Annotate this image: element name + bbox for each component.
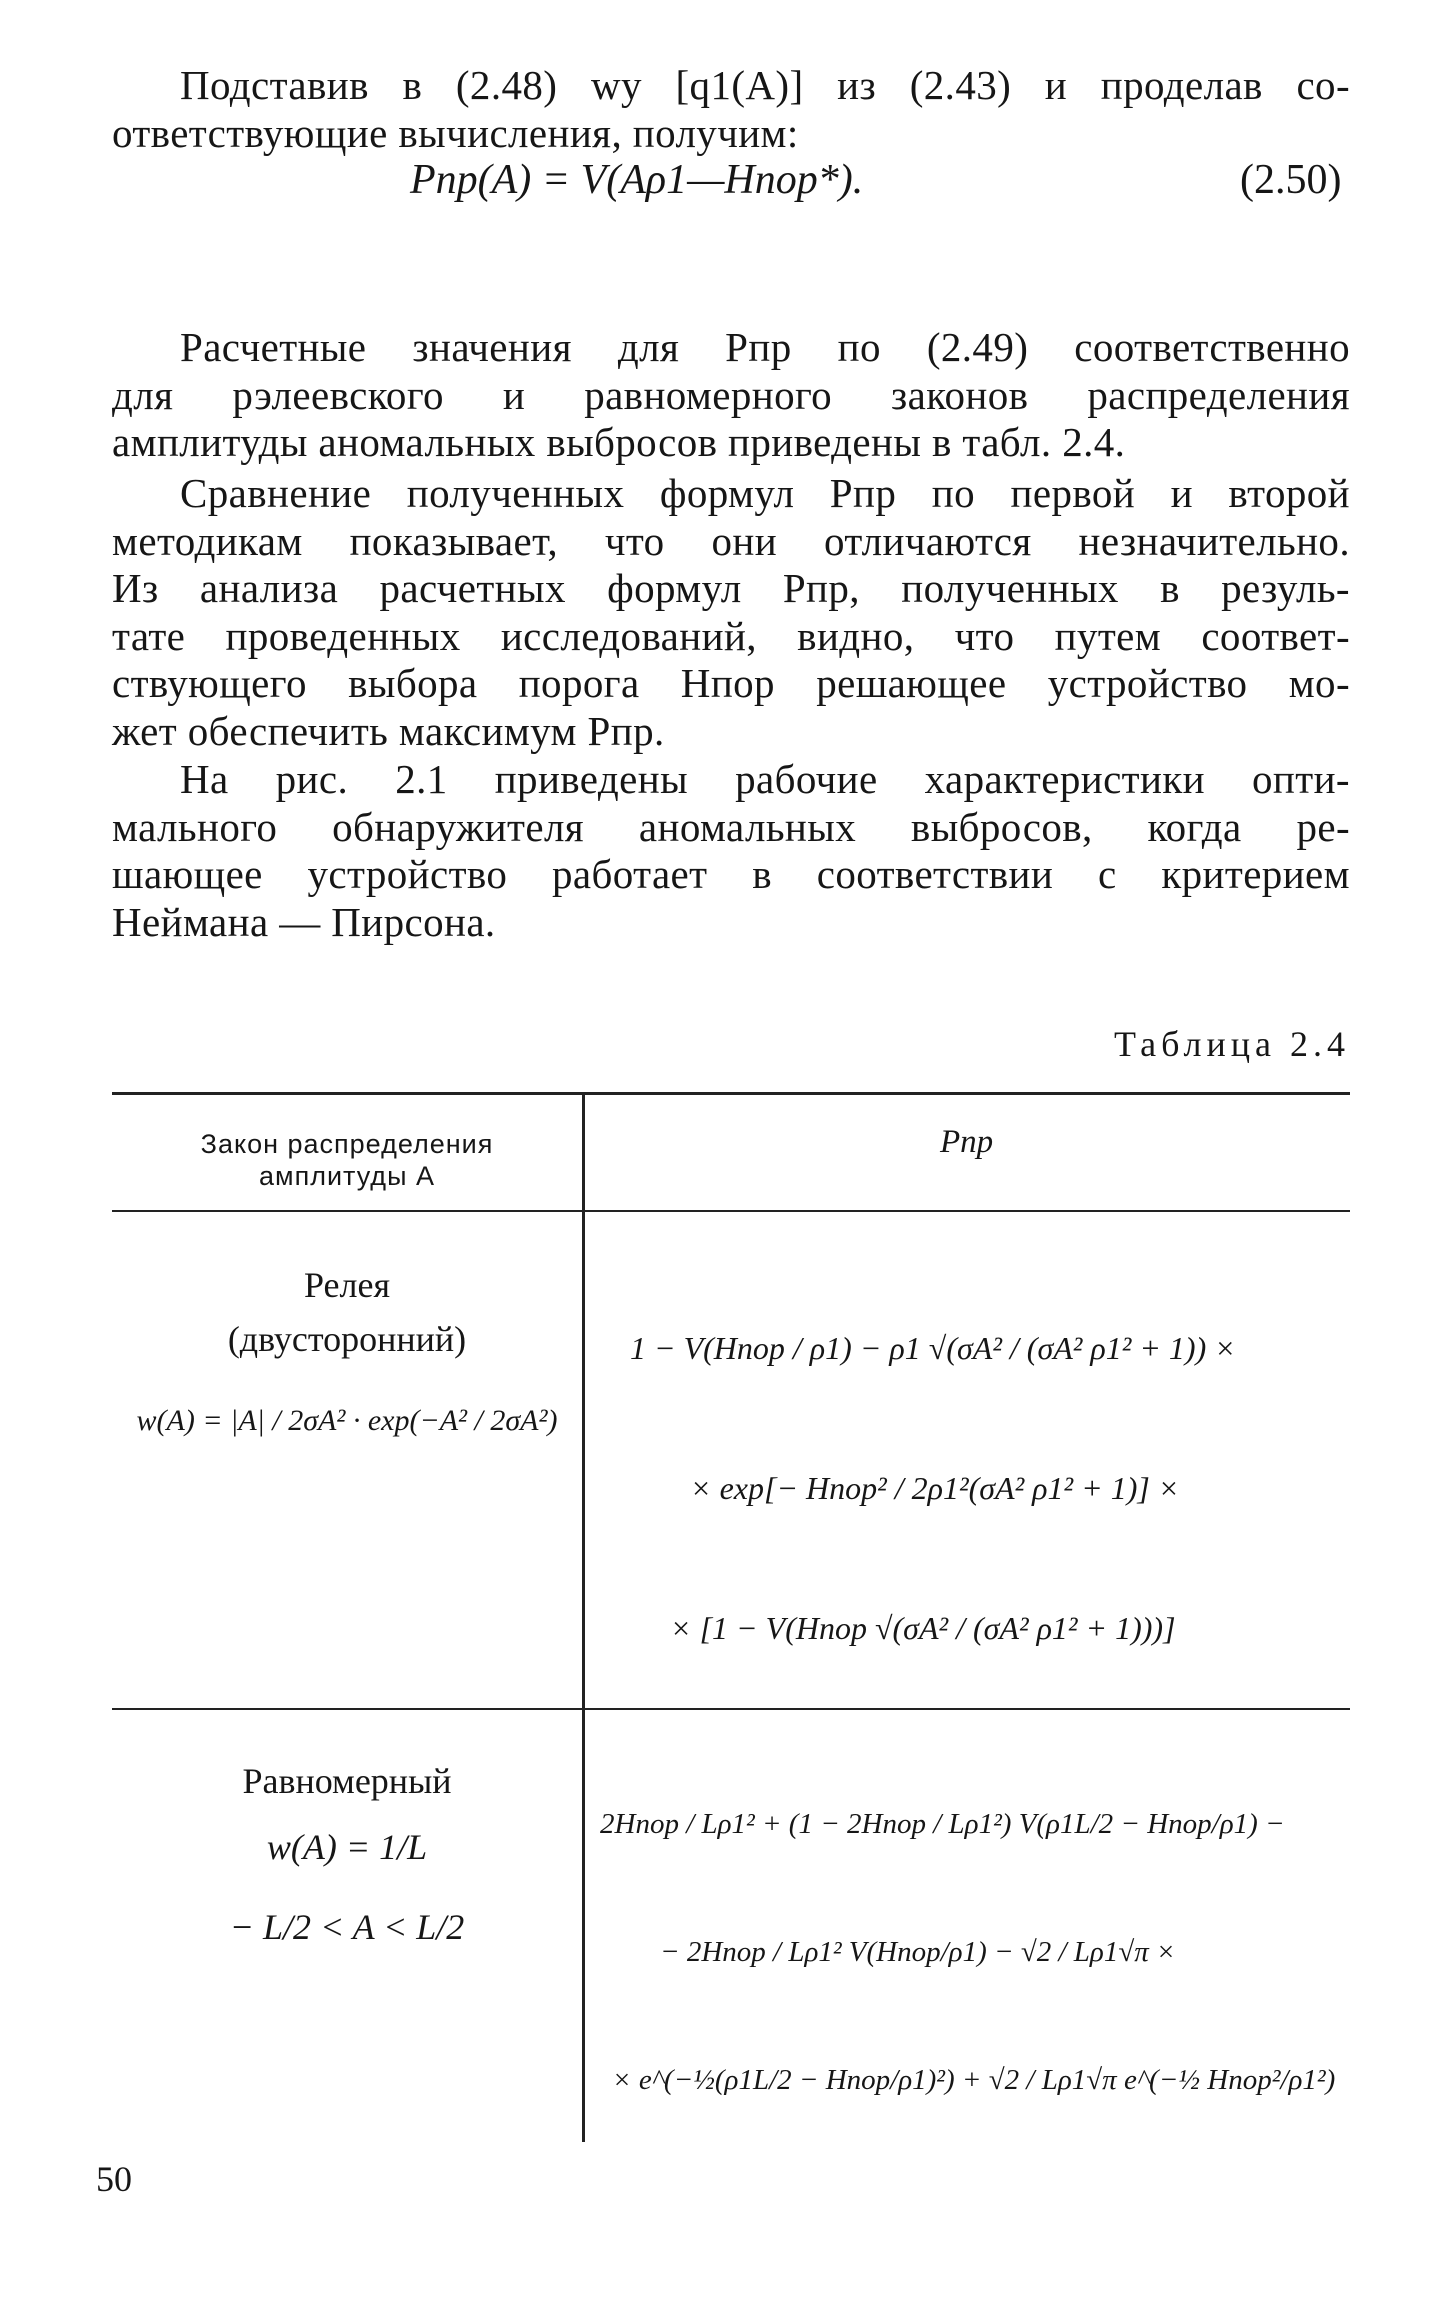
table-caption: Таблица 2.4: [1114, 1024, 1350, 1064]
row-uniform-name: Равномерный: [242, 1761, 452, 1801]
paragraph-1-line-1: Подставив в (2.48) wy [q1(A)] из (2.43) и проделав со-: [180, 62, 1350, 108]
paragraph-2-line-3: амплитуды аномальных выбросов приведены в табл. 2.4.: [112, 419, 1126, 465]
paragraph-1: [112, 62, 1350, 157]
row-rayleigh-formula-line-3: × [1 − V(Hпор √(σA² / (σA² ρ1² + 1)))]: [670, 1610, 1176, 1646]
row-uniform-density: w(A) = 1/L: [266, 1827, 428, 1867]
paragraph-3-line-6: жет обеспечить максимум Pпр.: [112, 707, 665, 754]
paragraph-3-line-1: Сравнение полученных формул Pпр по первой и второй: [180, 470, 1350, 516]
paragraph-4-line-4: Неймана — Пирсона.: [112, 898, 496, 945]
paragraph-3: [112, 470, 1350, 755]
table-top-rule: [112, 1092, 1350, 1095]
equation-number: (2.50): [1240, 157, 1342, 203]
table-column-divider: [582, 1092, 585, 2142]
table-header-probability: Pпр: [940, 1124, 994, 1160]
table-header-rule: [112, 1210, 1350, 1212]
row-uniform-range: − L/2 < A < L/2: [229, 1907, 465, 1947]
table-header-law: [112, 1128, 582, 1192]
row-uniform-formula-line-1: 2Hпор / Lρ1² + (1 − 2Hпор / Lρ1²) V(ρ1L/2 − Hпор/ρ1) −: [600, 1808, 1285, 1840]
equation-2-50: Pпр(A) = V(Aρ1—Hпор*).: [410, 157, 864, 203]
table-header-law-line-1: Закон распределения: [200, 1129, 494, 1159]
paragraph-4: [112, 756, 1350, 946]
page-number: 50: [96, 2159, 132, 2199]
paragraph-2: [112, 324, 1350, 467]
row-uniform-law: [112, 1748, 582, 1960]
row-rayleigh-formula-line-2: × exp[− Hпор² / 2ρ1²(σA² ρ1² + 1)] ×: [690, 1470, 1180, 1506]
row-rayleigh-formula: [630, 1278, 1236, 1698]
paragraph-4-line-1: На рис. 2.1 приведены рабочие характеристики опти-: [180, 756, 1350, 802]
row-rayleigh-subname: (двусторонний): [227, 1319, 467, 1359]
paragraph-1-line-2: ответствующие вычисления, получим:: [112, 109, 799, 156]
row-rayleigh-density: w(A) = |A| / 2σA² · exp(−A² / 2σA²): [136, 1404, 558, 1437]
paragraph-3-line-2: методикам показывает, что они отличаются незначительно.: [112, 517, 1350, 564]
paragraph-4-line-2: мального обнаружителя аномальных выбросов, когда ре-: [112, 803, 1350, 850]
row-uniform-formula-line-3: × e^(−½(ρ1L/2 − Hпор/ρ1)²) + √2 / Lρ1√π e^(−½ Hпор²/ρ1²): [612, 2064, 1336, 2096]
table-header-law-line-2: амплитуды A: [259, 1161, 435, 1191]
paragraph-3-line-4: тате проведенных исследований, видно, что путем соответ-: [112, 612, 1350, 659]
row-rayleigh-name: Релея: [303, 1265, 391, 1305]
paragraph-4-line-3: шающее устройство работает в соответствии с критерием: [112, 851, 1350, 897]
row-rayleigh-formula-line-1: 1 − V(Hпор / ρ1) − ρ1 √(σA² / (σA² ρ1² + 1)) ×: [630, 1330, 1236, 1366]
table-row-rule: [112, 1708, 1350, 1710]
paragraph-3-line-3: Из анализа расчетных формул Pпр, полученных в резуль-: [112, 565, 1350, 611]
paragraph-3-line-5: ствующего выбора порога Hпор решающее устройство мо-: [112, 660, 1350, 706]
row-rayleigh-law: [112, 1258, 582, 1448]
row-uniform-formula: [600, 1760, 1335, 2144]
paragraph-2-line-2: для рэлеевского и равномерного законов распределения: [112, 371, 1350, 418]
row-uniform-formula-line-2: − 2Hпор / Lρ1² V(Hпор/ρ1) − √2 / Lρ1√π ×: [660, 1936, 1176, 1968]
paragraph-2-line-1: Расчетные значения для Pпр по (2.49) соответственно: [180, 324, 1350, 370]
